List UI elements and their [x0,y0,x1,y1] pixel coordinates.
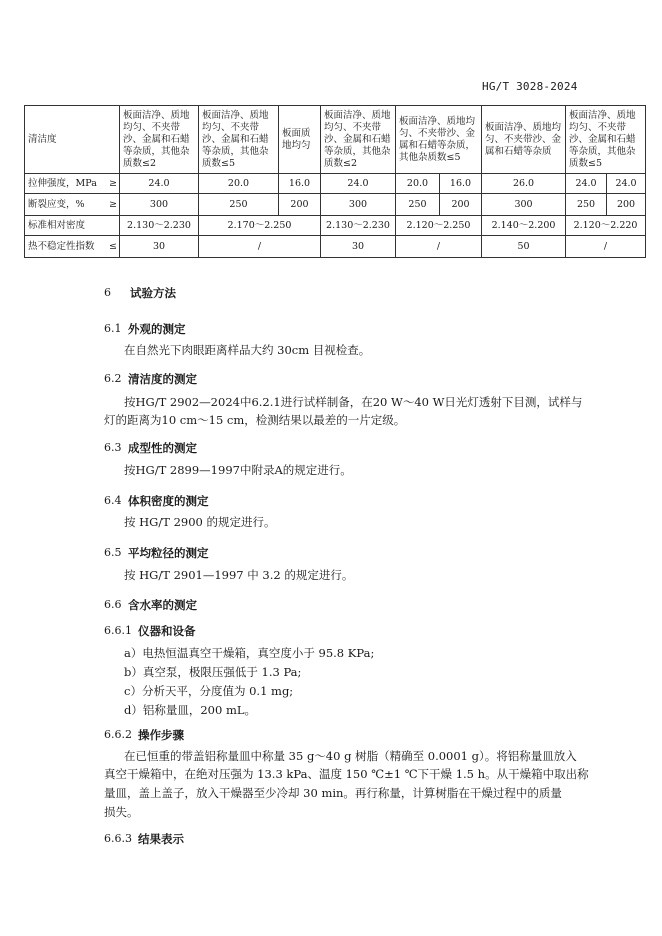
table-cell: 2.130～2.230 [321,216,396,236]
section-title: 试验方法 [130,286,176,300]
section-number: 6.6.2 [104,728,132,741]
table-cell: 250 [199,194,279,216]
row-label-strain: 断裂应变，% ≥ [25,194,120,216]
table-cell: 30 [120,236,199,258]
table-cell: 300 [120,194,199,216]
table-cell: 300 [482,194,566,216]
section-title: 结果表示 [138,832,184,846]
table-cell: 2.130～2.230 [120,216,199,236]
table-cell: 板面洁净、质地均匀、不夹带沙、金属和石蜡等杂质，其他杂质数≤5 [396,106,482,174]
section-text: 真空干燥箱中，在绝对压强为 13.3 kPa、温度 150 ℃±1 ℃下干燥 1.5 h。从干燥箱中取出称 [104,767,589,781]
table-cell: 200 [279,194,321,216]
section-title: 清洁度的测定 [128,372,197,386]
section-number: 6.1 [104,322,122,335]
list-item: a）电热恒温真空干燥箱，真空度小于 95.8 KPa; [124,646,375,660]
section-text: 按 HG/T 2900 的规定进行。 [124,515,276,529]
section-text: 灯的距离为10 cm～15 cm，检测结果以最差的一片定级。 [104,413,406,427]
table-cell: 2.170～2.250 [199,216,321,236]
section-text: 按HG/T 2902—2024中6.2.1进行试样制备，在20 W～40 W日光灯透射下目测，试样与 [124,395,583,409]
section-text: 按 HG/T 2901—1997 中 3.2 的规定进行。 [124,568,354,582]
list-item: d）铝称量皿，200 mL。 [124,703,257,717]
table-cell: 24.0 [321,174,396,194]
section-number: 6 [104,286,111,299]
table-cell: / [566,236,646,258]
section-title: 仪器和设备 [138,624,196,638]
table-cell: 24.0 [566,174,607,194]
table-cell: 30 [321,236,396,258]
section-number: 6.4 [104,494,122,507]
table-cell: 16.0 [279,174,321,194]
section-number: 6.5 [104,546,122,559]
table-cell: 板面洁净、质地均匀、不夹带沙、金属和石蜡等杂质，其他杂质数≤2 [321,106,396,174]
section-text: 损失。 [104,805,139,819]
row-label-thermal: 热不稳定性指数 ≤ [25,236,120,258]
section-title: 平均粒径的测定 [128,546,209,560]
row-label-density: 标准相对密度 [25,216,120,236]
table-cell: 250 [396,194,440,216]
document-code: HG/T 3028-2024 [482,80,578,93]
table-cell: 200 [607,194,646,216]
table-cell: 板面洁净、质地均匀、不夹带沙、金属和石蜡等杂质 [482,106,566,174]
table-cell: 300 [321,194,396,216]
section-text: 量皿，盖上盖子，放入干燥器至少冷却 30 min。再行称量，计算树脂在干燥过程中的质量 [104,786,562,800]
section-title: 成型性的测定 [128,441,197,455]
table-cell: 20.0 [199,174,279,194]
section-title: 操作步骤 [138,728,184,742]
section-title: 含水率的测定 [128,598,197,612]
table-cell: 24.0 [120,174,199,194]
row-label-cleanliness: 清洁度 [25,106,120,174]
table-cell: / [199,236,321,258]
table-row-strain [25,194,646,216]
table-row-tensile [25,174,646,194]
table-cell: 板面洁净、质地均匀、不夹带沙、金属和石蜡等杂质，其他杂质数≤5 [199,106,279,174]
specification-table [24,105,646,258]
table-cell: 板面洁净、质地均匀、不夹带沙、金属和石蜡等杂质，其他杂质数≤2 [120,106,199,174]
table-cell: 200 [440,194,482,216]
table-cell: / [396,236,482,258]
section-number: 6.2 [104,372,122,385]
table-row-thermal [25,236,646,258]
table-cell: 26.0 [482,174,566,194]
table-row-density [25,216,646,236]
section-text: 按HG/T 2899—1997中附录A的规定进行。 [124,463,352,477]
section-number: 6.3 [104,441,122,454]
table-cell: 2.120～2.250 [396,216,482,236]
table-cell: 24.0 [607,174,646,194]
table-cell: 板面质地均匀 [279,106,321,174]
section-number: 6.6.3 [104,832,132,845]
section-number: 6.6 [104,598,122,611]
table-cell: 16.0 [440,174,482,194]
section-number: 6.6.1 [104,624,132,637]
section-text: 在自然光下肉眼距离样品大约 30cm 目视检查。 [124,343,371,357]
table-cell: 2.120～2.220 [566,216,646,236]
table-cell: 2.140～2.200 [482,216,566,236]
table-cell: 50 [482,236,566,258]
row-label-tensile: 拉伸强度，MPa ≥ [25,174,120,194]
list-item: c）分析天平，分度值为 0.1 mg; [124,684,294,698]
list-item: b）真空泵，极限压强低于 1.3 Pa; [124,665,302,679]
section-text: 在已恒重的带盖铝称量皿中称量 35 g～40 g 树脂（精确至 0.0001 g）。将铝称量皿放入 [124,749,577,763]
table-row-cleanliness [25,106,646,174]
table-cell: 板面洁净、质地均匀、不夹带沙、金属和石蜡等杂质，其他杂质数≤5 [566,106,646,174]
table-cell: 20.0 [396,174,440,194]
section-title: 体积密度的测定 [128,494,209,508]
table-cell: 250 [566,194,607,216]
section-title: 外观的测定 [128,322,186,336]
